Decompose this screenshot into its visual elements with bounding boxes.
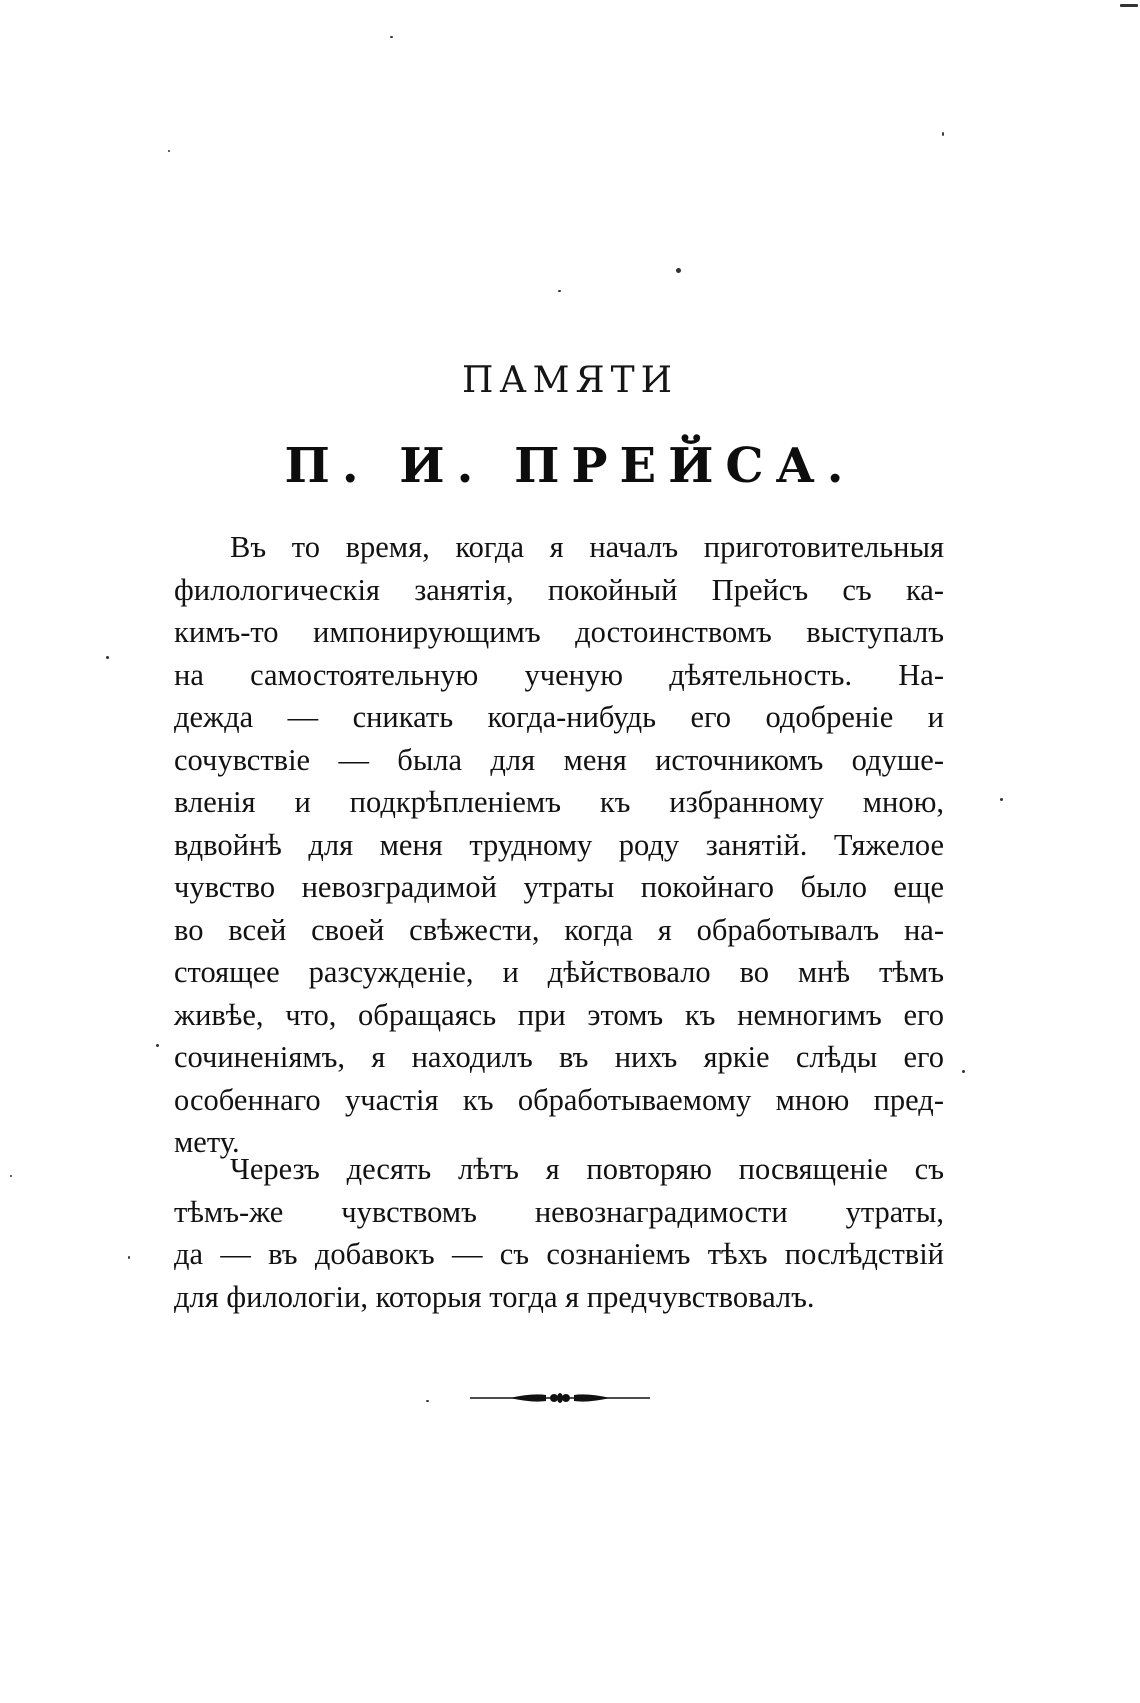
ink-speck [942,132,944,136]
text-line: вленія и подкрѣпленіемъ къ избранному мною, [174,785,944,819]
ink-speck [168,150,170,152]
text-line: филологическія занятія, покойный Прейсъ съ ка- [174,572,944,607]
ink-speck [10,1175,12,1177]
ink-speck [962,1070,965,1073]
text-line: мету. [174,1125,240,1159]
text-line: Черезъ десять лѣтъ я повторяю посвященіе съ [230,1152,944,1186]
text-line: кимъ-то импонирующимъ достоинствомъ выступалъ [174,615,944,649]
ink-speck [390,36,393,38]
text-line: дежда — сникать когда-нибудь его одобреніе и [174,700,944,734]
text-line: особеннаго участія къ обработываемому мною пред- [174,1082,944,1117]
ink-speck [676,268,681,273]
text-line: живѣе, что, обращаясь при этомъ къ немногимъ его [174,997,944,1032]
text-line: да — въ добавокъ — съ сознаніемъ тѣхъ послѣдствій [174,1237,944,1271]
ink-speck [106,656,109,659]
text-line: для филологіи, которыя тогда я предчувствовалъ. [174,1279,815,1314]
text-line: на самостоятельную ученую дѣятельность. На- [174,657,944,692]
paragraph-1 [174,526,944,1164]
ink-speck [558,290,561,292]
ink-speck [426,1400,429,1402]
text-line: вдвойнѣ для меня трудному роду занятій. Тяжелое [174,827,944,862]
text-line: Въ то время, когда я началъ приготовительныя [230,530,944,564]
dedication-name: П. И. ПРЕЙСА. [284,438,856,494]
ink-speck [128,1256,130,1259]
ink-speck [1000,798,1003,801]
ink-speck [156,1044,159,1047]
text-line: чувство невозградимой утраты покойнаго было еще [174,870,944,904]
text-line: сочиненіямъ, я находилъ въ нихъ яркіе слѣды его [174,1040,944,1074]
ink-speck [1120,4,1138,7]
ornament-divider-icon [470,1390,650,1406]
paragraph-2 [174,1148,944,1318]
dedication-heading: ПАМЯТИ [462,360,678,401]
text-line: сочувствіе — была для меня источникомъ одуше- [174,742,944,777]
text-line: во всей своей свѣжести, когда я обработывалъ на- [174,912,944,947]
text-line: тѣмъ-же чувствомъ невознаградимости утраты, [174,1194,944,1229]
text-line: стоящее разсужденіе, и дѣйствовало во мнѣ тѣмъ [174,955,944,989]
